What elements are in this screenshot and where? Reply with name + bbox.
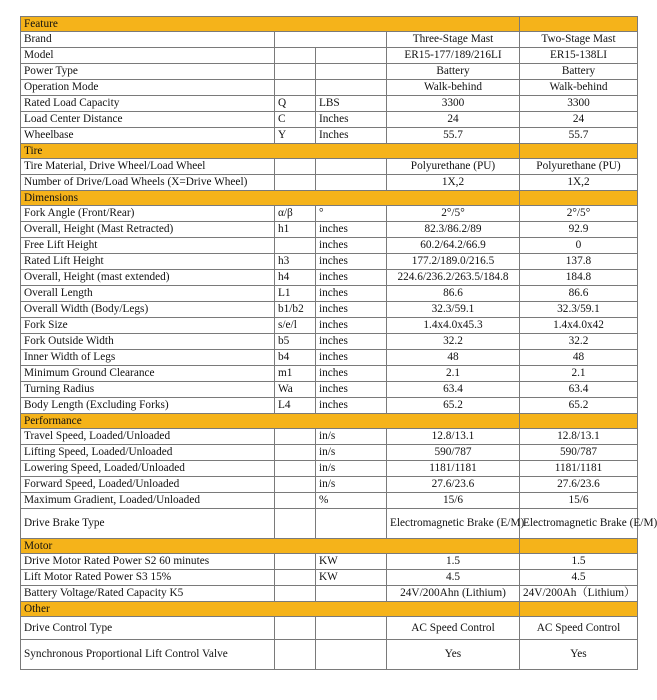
- value-two-stage: Polyurethane (PU): [520, 159, 638, 175]
- value-three-stage: Polyurethane (PU): [387, 159, 520, 175]
- value-three-stage: 27.6/23.6: [387, 477, 520, 493]
- row-label: Power Type: [21, 64, 275, 80]
- section-title: Tire: [21, 144, 520, 159]
- row-unit: KW: [316, 554, 387, 570]
- row-unit: inches: [316, 254, 387, 270]
- row-fork-outside-width: [21, 334, 638, 350]
- value-two-stage: 24V/200Ah（Lithium）: [520, 586, 638, 602]
- section-dimensions: [21, 191, 638, 206]
- row-brand: [21, 32, 638, 48]
- row-symbol: h3: [275, 254, 316, 270]
- row-unit: inches: [316, 238, 387, 254]
- row-wheelbase: [21, 128, 638, 144]
- row-symbol: [275, 640, 316, 670]
- row-power-type: [21, 64, 638, 80]
- row-label: Synchronous Proportional Lift Control Valve: [21, 640, 275, 670]
- row-symbol: s/e/l: [275, 318, 316, 334]
- row-symbol: [275, 477, 316, 493]
- row-forward-speed: [21, 477, 638, 493]
- value-two-stage: 1X,2: [520, 175, 638, 191]
- row-label: Body Length (Excluding Forks): [21, 398, 275, 414]
- value-two-stage: 32.2: [520, 334, 638, 350]
- row-unit: [316, 48, 387, 64]
- row-unit: [316, 586, 387, 602]
- row-unit: KW: [316, 570, 387, 586]
- row-unit: inches: [316, 222, 387, 238]
- spec-table: [20, 16, 657, 670]
- value-three-stage: 1X,2: [387, 175, 520, 191]
- row-unit: [316, 175, 387, 191]
- row-label: Fork Size: [21, 318, 275, 334]
- row-lifting-speed: [21, 445, 638, 461]
- value-three-stage: 3300: [387, 96, 520, 112]
- row-symbol: L4: [275, 398, 316, 414]
- row-free-lift: [21, 238, 638, 254]
- value-two-stage: Electromagnetic Brake (E/M): [520, 509, 638, 539]
- value-three-stage: Three-Stage Mast: [387, 32, 520, 48]
- value-three-stage: 590/787: [387, 445, 520, 461]
- row-symbol: b1/b2: [275, 302, 316, 318]
- row-height-retracted: [21, 222, 638, 238]
- value-three-stage: 86.6: [387, 286, 520, 302]
- row-label: Maximum Gradient, Loaded/Unloaded: [21, 493, 275, 509]
- row-label: Load Center Distance: [21, 112, 275, 128]
- row-unit: in/s: [316, 461, 387, 477]
- value-three-stage: 224.6/236.2/263.5/184.8: [387, 270, 520, 286]
- row-symbol: [275, 554, 316, 570]
- row-label: Free Lift Height: [21, 238, 275, 254]
- value-two-stage: 2.1: [520, 366, 638, 382]
- value-three-stage: 1.5: [387, 554, 520, 570]
- value-two-stage: 1181/1181: [520, 461, 638, 477]
- value-two-stage: Two-Stage Mast: [520, 32, 638, 48]
- row-label: Brand: [21, 32, 275, 48]
- value-three-stage: Yes: [387, 640, 520, 670]
- value-three-stage: 2.1: [387, 366, 520, 382]
- row-battery: [21, 586, 638, 602]
- row-sync-valve: [21, 640, 638, 670]
- value-three-stage: ER15-177/189/216LI: [387, 48, 520, 64]
- section-title: Dimensions: [21, 191, 520, 206]
- row-symbol: α/β: [275, 206, 316, 222]
- row-rated-load: [21, 96, 638, 112]
- row-unit: [316, 159, 387, 175]
- row-label: Battery Voltage/Rated Capacity K5: [21, 586, 275, 602]
- row-unit: %: [316, 493, 387, 509]
- row-drive-brake: [21, 509, 638, 539]
- value-three-stage: 32.2: [387, 334, 520, 350]
- row-turning-radius: [21, 382, 638, 398]
- section-title: Motor: [21, 539, 520, 554]
- value-two-stage: 63.4: [520, 382, 638, 398]
- row-symbol: L1: [275, 286, 316, 302]
- row-symbol: h1: [275, 222, 316, 238]
- value-three-stage: AC Speed Control: [387, 617, 520, 640]
- value-three-stage: 65.2: [387, 398, 520, 414]
- row-label: Minimum Ground Clearance: [21, 366, 275, 382]
- row-ground-clearance: [21, 366, 638, 382]
- row-height-extended: [21, 270, 638, 286]
- value-three-stage: 60.2/64.2/66.9: [387, 238, 520, 254]
- value-three-stage: 24: [387, 112, 520, 128]
- value-two-stage: 4.5: [520, 570, 638, 586]
- row-symbol: [275, 80, 316, 96]
- value-two-stage: 184.8: [520, 270, 638, 286]
- value-two-stage: 15/6: [520, 493, 638, 509]
- row-unit: inches: [316, 302, 387, 318]
- row-symbol: Q: [275, 96, 316, 112]
- value-two-stage: 12.8/13.1: [520, 429, 638, 445]
- row-label: Rated Load Capacity: [21, 96, 275, 112]
- section-tire: [21, 144, 638, 159]
- value-three-stage: 55.7: [387, 128, 520, 144]
- row-label: Model: [21, 48, 275, 64]
- row-symbol: [275, 617, 316, 640]
- row-unit: inches: [316, 350, 387, 366]
- row-unit: inches: [316, 366, 387, 382]
- value-two-stage: Yes: [520, 640, 638, 670]
- row-label: Tire Material, Drive Wheel/Load Wheel: [21, 159, 275, 175]
- value-three-stage: 82.3/86.2/89: [387, 222, 520, 238]
- row-travel-speed: [21, 429, 638, 445]
- row-symbol: b4: [275, 350, 316, 366]
- value-two-stage: 137.8: [520, 254, 638, 270]
- row-unit: inches: [316, 270, 387, 286]
- section-motor: [21, 539, 638, 554]
- row-body-length: [21, 398, 638, 414]
- row-symbol: b5: [275, 334, 316, 350]
- row-unit: inches: [316, 398, 387, 414]
- row-symbol: [275, 586, 316, 602]
- value-two-stage: 92.9: [520, 222, 638, 238]
- row-label: Forward Speed, Loaded/Unloaded: [21, 477, 275, 493]
- value-two-stage: Battery: [520, 64, 638, 80]
- row-unit: [316, 64, 387, 80]
- value-three-stage: Battery: [387, 64, 520, 80]
- value-two-stage: 1.5: [520, 554, 638, 570]
- row-overall-length: [21, 286, 638, 302]
- value-two-stage: 0: [520, 238, 638, 254]
- value-three-stage: 1.4x4.0x45.3: [387, 318, 520, 334]
- value-three-stage: 2°/5°: [387, 206, 520, 222]
- row-unit: [316, 640, 387, 670]
- value-two-stage: 48: [520, 350, 638, 366]
- row-label: Lifting Speed, Loaded/Unloaded: [21, 445, 275, 461]
- row-symbol: [275, 32, 387, 48]
- row-max-gradient: [21, 493, 638, 509]
- value-two-stage: AC Speed Control: [520, 617, 638, 640]
- value-two-stage: 32.3/59.1: [520, 302, 638, 318]
- row-lift-motor: [21, 570, 638, 586]
- value-two-stage: 1.4x4.0x42: [520, 318, 638, 334]
- row-unit: [316, 80, 387, 96]
- row-tire-material: [21, 159, 638, 175]
- row-unit: °: [316, 206, 387, 222]
- row-symbol: [275, 159, 316, 175]
- value-two-stage: Walk-behind: [520, 80, 638, 96]
- section-title: Other: [21, 602, 520, 617]
- value-two-stage: 55.7: [520, 128, 638, 144]
- value-three-stage: 12.8/13.1: [387, 429, 520, 445]
- row-label: Fork Angle (Front/Rear): [21, 206, 275, 222]
- value-two-stage: 27.6/23.6: [520, 477, 638, 493]
- row-symbol: C: [275, 112, 316, 128]
- row-load-center: [21, 112, 638, 128]
- row-unit: [316, 617, 387, 640]
- value-two-stage: 86.6: [520, 286, 638, 302]
- section-title: Performance: [21, 414, 520, 429]
- row-unit: [316, 509, 387, 539]
- row-model: [21, 48, 638, 64]
- row-unit: LBS: [316, 96, 387, 112]
- row-symbol: Y: [275, 128, 316, 144]
- row-label: Overall, Height (mast extended): [21, 270, 275, 286]
- row-unit: inches: [316, 382, 387, 398]
- row-label: Turning Radius: [21, 382, 275, 398]
- row-symbol: m1: [275, 366, 316, 382]
- row-unit: in/s: [316, 445, 387, 461]
- row-symbol: [275, 64, 316, 80]
- row-symbol: [275, 509, 316, 539]
- row-overall-width: [21, 302, 638, 318]
- value-three-stage: 1181/1181: [387, 461, 520, 477]
- row-unit: inches: [316, 318, 387, 334]
- value-two-stage: 65.2: [520, 398, 638, 414]
- row-lowering-speed: [21, 461, 638, 477]
- row-symbol: [275, 461, 316, 477]
- row-label: Overall Length: [21, 286, 275, 302]
- value-two-stage: 24: [520, 112, 638, 128]
- value-three-stage: 177.2/189.0/216.5: [387, 254, 520, 270]
- row-fork-angle: [21, 206, 638, 222]
- value-three-stage: Electromagnetic Brake (E/M): [387, 509, 520, 539]
- row-symbol: [275, 493, 316, 509]
- row-num-wheels: [21, 175, 638, 191]
- section-performance: [21, 414, 638, 429]
- row-symbol: [275, 48, 316, 64]
- row-drive-motor: [21, 554, 638, 570]
- value-three-stage: 32.3/59.1: [387, 302, 520, 318]
- row-label: Number of Drive/Load Wheels (X=Drive Wheel): [21, 175, 275, 191]
- value-two-stage: 590/787: [520, 445, 638, 461]
- row-label: Travel Speed, Loaded/Unloaded: [21, 429, 275, 445]
- row-unit: Inches: [316, 112, 387, 128]
- row-label: Operation Mode: [21, 80, 275, 96]
- row-inner-width-legs: [21, 350, 638, 366]
- row-label: Lift Motor Rated Power S3 15%: [21, 570, 275, 586]
- row-unit: inches: [316, 286, 387, 302]
- section-other: [21, 602, 638, 617]
- row-label: Inner Width of Legs: [21, 350, 275, 366]
- section-title: Feature: [21, 17, 520, 32]
- row-drive-control: [21, 617, 638, 640]
- value-two-stage: 2°/5°: [520, 206, 638, 222]
- row-symbol: [275, 175, 316, 191]
- row-unit: in/s: [316, 477, 387, 493]
- row-unit: in/s: [316, 429, 387, 445]
- row-label: Wheelbase: [21, 128, 275, 144]
- row-label: Overall, Height (Mast Retracted): [21, 222, 275, 238]
- value-two-stage: ER15-138LI: [520, 48, 638, 64]
- row-symbol: [275, 238, 316, 254]
- value-two-stage: 3300: [520, 96, 638, 112]
- row-symbol: Wa: [275, 382, 316, 398]
- row-fork-size: [21, 318, 638, 334]
- value-three-stage: 48: [387, 350, 520, 366]
- row-symbol: [275, 445, 316, 461]
- row-symbol: [275, 429, 316, 445]
- row-operation-mode: [21, 80, 638, 96]
- row-symbol: [275, 570, 316, 586]
- section-feature: [21, 17, 638, 32]
- row-rated-lift: [21, 254, 638, 270]
- value-three-stage: 4.5: [387, 570, 520, 586]
- value-three-stage: 15/6: [387, 493, 520, 509]
- row-label: Drive Brake Type: [21, 509, 275, 539]
- value-three-stage: 63.4: [387, 382, 520, 398]
- row-label: Drive Control Type: [21, 617, 275, 640]
- row-symbol: h4: [275, 270, 316, 286]
- row-label: Rated Lift Height: [21, 254, 275, 270]
- row-unit: inches: [316, 334, 387, 350]
- row-label: Overall Width (Body/Legs): [21, 302, 275, 318]
- row-unit: Inches: [316, 128, 387, 144]
- row-label: Fork Outside Width: [21, 334, 275, 350]
- value-three-stage: 24V/200Ahn (Lithium): [387, 586, 520, 602]
- row-label: Drive Motor Rated Power S2 60 minutes: [21, 554, 275, 570]
- value-three-stage: Walk-behind: [387, 80, 520, 96]
- row-label: Lowering Speed, Loaded/Unloaded: [21, 461, 275, 477]
